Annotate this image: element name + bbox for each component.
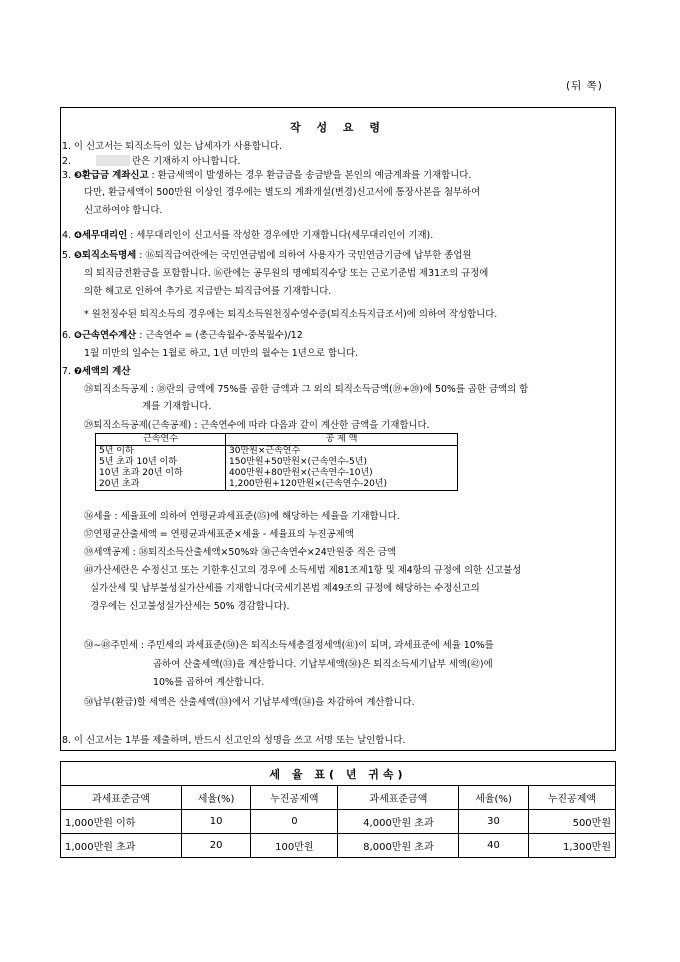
service-deduction-table: [95, 433, 458, 491]
item-3: 3. ❸환급금 계좌신고 : 환급세액이 발생하는 경우 환급금을 송금받을 본인의 예금계좌를 기재합니다.: [62, 170, 472, 181]
item-7-tax-credit: ㊴세액공제 : ㊳퇴직소득산출세액×50%와 ㉚근속연수×24만원중 적은 금액: [84, 547, 397, 558]
tax-rate-table: [60, 761, 616, 858]
item-6-line-2: 1월 미만의 일수는 1월로 하고, 1년 미만의 월수는 1년으로 합니다.: [84, 348, 358, 359]
item-2: 2. 란은 기재하지 아니합니다.: [62, 156, 241, 167]
shaded-blank: [96, 155, 130, 166]
table-header-amount: 공 제 액: [226, 434, 458, 446]
item-7-penalty-line-3: 경우에는 신고불성실가산세는 50% 경감합니다).: [90, 601, 290, 612]
page-side-label: (뒤 쪽): [566, 80, 603, 92]
item-7-payment: ㊿납부(환급)할 세액은 산출세액(㉝)에서 기납부세액(㉞)을 차감하여 계산합니다.: [84, 697, 415, 708]
table-header-row: 과세표준금액 세율(%) 누진공제액 과세표준금액 세율(%) 누진공제액: [61, 786, 616, 810]
item-5-line-3: 의한 해고로 인하여 추가로 지급받는 퇴직급여를 기재합니다.: [84, 286, 332, 297]
table-row: 5년 초과 10년 이하 150만원+50만원×(근속연수-5년): [96, 457, 458, 468]
table-row: 1,000만원 초과 20 100만원 8,000만원 초과 40 1,300만원: [61, 834, 616, 858]
item-7-penalty-line-2: 실가산세 및 납부불성실가산세를 기재합니다(국세기본법 제49조의 규정에 해당하는 수정신고의: [90, 583, 480, 594]
instructions-title: 작 성 요 령: [290, 121, 386, 134]
table-header-years: 근속연수: [96, 434, 226, 446]
item-7-service-deduction: ㉙퇴직소득공제(근속공제) : 근속연수에 따라 다음과 같이 계산한 금액을 기재합니다.: [84, 420, 430, 431]
item-3-line-2: 다만, 환급세액이 500만원 이상인 경우에는 별도의 계좌개설(변경)신고서에 통장사본을 첨부하여: [84, 187, 481, 198]
item-7: 7. ❼세액의 계산: [62, 366, 131, 377]
table-row: 5년 이하 30만원×근속연수: [96, 446, 458, 458]
tax-rate-table-title: 세 율 표( 년 귀속): [61, 762, 616, 786]
table-row: 10년 초과 20년 이하 400만원+80만원×(근속연수-10년): [96, 468, 458, 479]
item-7-resident-tax-line-3: 10%를 곱하여 계산합니다.: [153, 677, 265, 688]
table-row: 1,000만원 이하 10 0 4,000만원 초과 30 500만원: [61, 810, 616, 834]
item-5-line-2: 의 퇴직금전환금을 포함합니다. ⑯란에는 공무원의 명예퇴직수당 또는 근로기준법 제31조의 규정에: [84, 268, 489, 279]
item-7-resident-tax-line-2: 곱하여 산출세액(㉝)을 계산합니다. 기납부세액(㊿)은 퇴직소득세기납부 세액(㊷)에: [153, 659, 493, 670]
item-7-tax-rate: ㊱세율 : 세율표에 의하여 연평균과세표준(㉟)에 해당하는 세율을 기재합니다.: [84, 511, 400, 522]
item-4: 4. ❹세무대리인 : 세무대리인이 신고서를 작성한 경우에만 기재합니다(세무대리인이 기재).: [62, 230, 434, 241]
item-7-retirement-deduction: ㉘퇴직소득공제 : ⑱란의 금액에 75%를 곱한 금액과 그 외의 퇴직소득금액(⑲+⑳)에 50%를 곱한 금액의 합: [84, 384, 529, 395]
item-5: 5. ❺퇴직소득명세 : ⑯퇴직급여란에는 국민연금법에 의하여 사용자가 국민연금기금에 납부한 종업원: [62, 250, 472, 261]
item-7-resident-tax: ㊿∼㊽주민세 : 주민세의 과세표준(㊿)은 퇴직소득세총결정세액(㊶)이 되며, 과세표준에 세율 10%를: [84, 640, 494, 651]
item-7-penalty: ㊵가산세란은 수정신고 또는 기한후신고의 경우에 소득세법 제81조제1항 및 제4항의 규정에 의한 신고불성: [84, 565, 522, 576]
item-6: 6. ❻근속연수계산 : 근속연수 = (총근속월수-중복월수)/12: [62, 330, 303, 341]
item-5-note: * 원천징수된 퇴직소득의 경우에는 퇴직소득원천징수영수증(퇴직소득지급조서)에 의하여 작성합니다.: [84, 309, 498, 320]
item-1: 1. 이 신고서는 퇴직소득이 있는 납세자가 사용합니다.: [62, 141, 282, 152]
item-8: 8. 이 신고서는 1부를 제출하며, 반드시 신고인의 성명을 쓰고 서명 또는 날인합니다.: [62, 735, 406, 746]
item-3-line-3: 신고하여야 합니다.: [84, 205, 163, 216]
item-7-retirement-deduction-line-2: 계를 기재합니다.: [142, 401, 212, 412]
table-row: 20년 초과 1,200만원+120만원×(근속연수-20년): [96, 479, 458, 491]
item-7-average-tax: ㊲연평균산출세액 = 연평균과세표준×세율 - 세율표의 누진공제액: [84, 529, 354, 540]
